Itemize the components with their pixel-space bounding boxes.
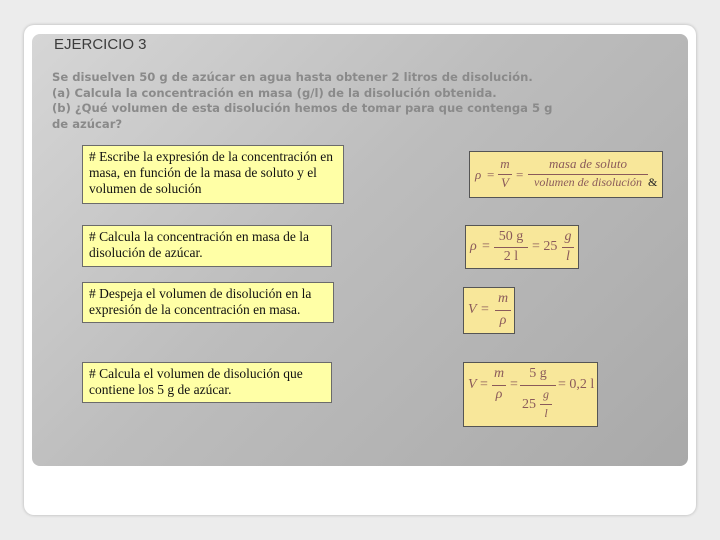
numerator-m: m [493, 366, 505, 381]
ampersand-mark: & [648, 175, 658, 189]
formula-concentration-result [465, 225, 579, 269]
step-box-4: # Calcula el volumen de disolución que contiene los 5 g de azúcar. [82, 362, 332, 403]
formula-volume-result [463, 362, 598, 427]
equals-sign: = [480, 377, 488, 392]
fraction-bar [495, 310, 511, 311]
denominator-rho: ρ [495, 387, 503, 402]
fraction-bar [492, 385, 506, 386]
numerator-50g: 50 g [498, 229, 524, 244]
fraction-bar [520, 385, 556, 386]
fraction-bar [562, 247, 574, 248]
unit-denominator: l [544, 406, 548, 420]
numerator-masa-soluto: masa de soluto [549, 156, 627, 171]
denominator-2l: 2 l [503, 249, 519, 264]
step-box-1: # Escribe la expresión de la concentración en masa, en función de la masa de soluto y el volumen de solución [82, 145, 344, 204]
equals-sign: = [516, 167, 524, 182]
equals-sign: = [487, 167, 495, 182]
statement-line: (a) Calcula la concentración en masa (g/l) de la disolución obtenida. [52, 85, 497, 100]
step-box-3: # Despeja el volumen de disolución en la expresión de la concentración en masa. [82, 282, 334, 323]
volume-symbol: V [468, 302, 477, 317]
fraction-bar [494, 247, 528, 248]
fraction-bar [540, 404, 552, 405]
unit-denominator: l [566, 249, 570, 264]
rho-symbol: ρ [475, 167, 482, 182]
unit-numerator: g [564, 229, 572, 244]
numerator-m: m [500, 156, 510, 171]
statement-line: (b) ¿Qué volumen de esta disolución hemos de tomar para que contenga 5 g [52, 101, 553, 115]
exercise-statement [52, 70, 672, 132]
denominator-25: 25 [522, 397, 536, 412]
formula-volume-isolated [463, 287, 515, 334]
denominator-V: V [501, 175, 509, 190]
denominator-volumen-disolucion: volumen de disolución [534, 175, 642, 189]
volume-symbol: V [468, 377, 477, 392]
result-value: = 25 [532, 239, 558, 254]
formula-concentration-definition [469, 151, 663, 198]
numerator-5g: 5 g [529, 366, 547, 381]
equals-sign: = [482, 239, 490, 254]
exercise-title: EJERCICIO 3 [54, 36, 147, 53]
rho-symbol: ρ [470, 239, 477, 254]
step-box-2: # Calcula la concentración en masa de la disolución de azúcar. [82, 225, 332, 267]
denominator-rho: ρ [499, 313, 507, 328]
statement-line: de azúcar? [52, 116, 123, 131]
result-value: = 0,2 l [558, 377, 595, 392]
equals-sign: = [510, 377, 518, 392]
numerator-m: m [497, 291, 509, 306]
unit-numerator: g [543, 387, 549, 401]
statement-line: Se disuelven 50 g de azúcar en agua hasta obtener 2 litros de disolución. [52, 70, 533, 84]
equals-sign: = [481, 302, 489, 317]
